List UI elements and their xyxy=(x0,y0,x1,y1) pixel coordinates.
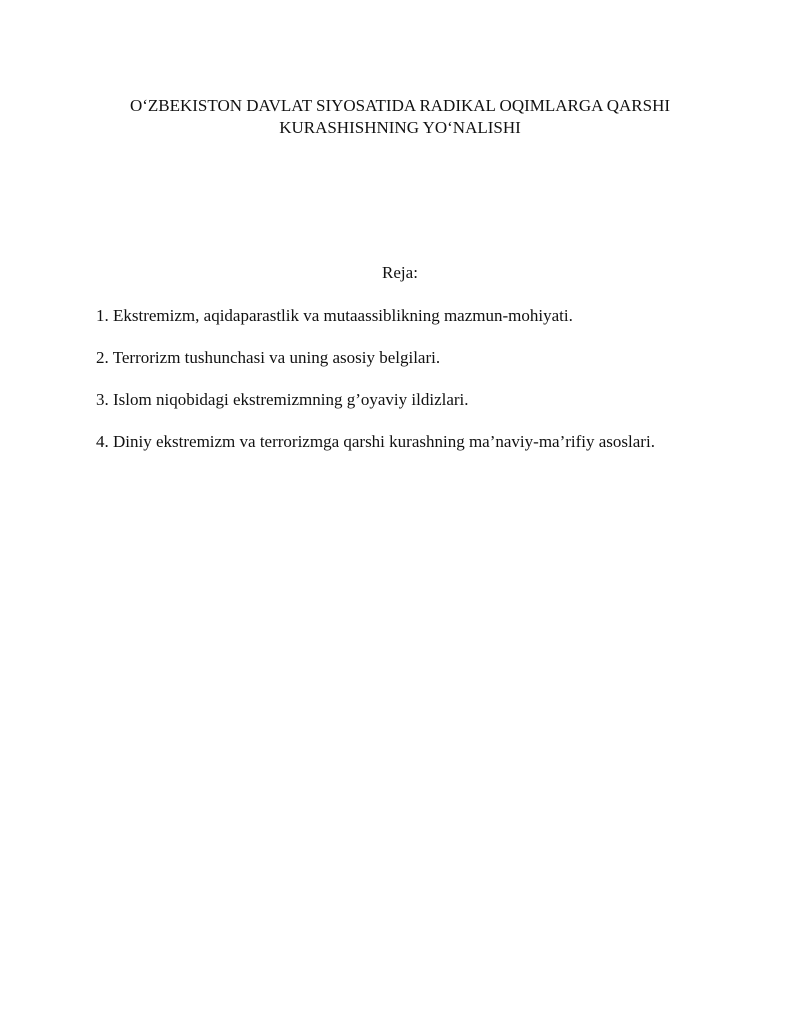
plan-item-2: 2. Terrorizm tushunchasi va uning asosiy belgilari. xyxy=(96,348,441,367)
document-title xyxy=(80,95,720,139)
document-title-line-1: O‘ZBEKISTON DAVLAT SIYOSATIDA RADIKAL OQIMLARGA QARSHI xyxy=(129,96,671,115)
plan-item-3: 3. Islom niqobidagi ekstremizmning g’oyaviy ildizlari. xyxy=(96,390,469,409)
plan-heading: Reja: xyxy=(382,263,418,282)
plan-item-4: 4. Diniy ekstremizm va terrorizmga qarshi kurashning ma’naviy-ma’rifiy asoslari. xyxy=(96,432,655,451)
plan-item-1: 1. Ekstremizm, aqidaparastlik va mutaassiblikning mazmun-mohiyati. xyxy=(96,306,573,325)
plan-list xyxy=(96,305,756,473)
document-title-line-2: KURASHISHNING YO‘NALISHI xyxy=(279,118,521,137)
